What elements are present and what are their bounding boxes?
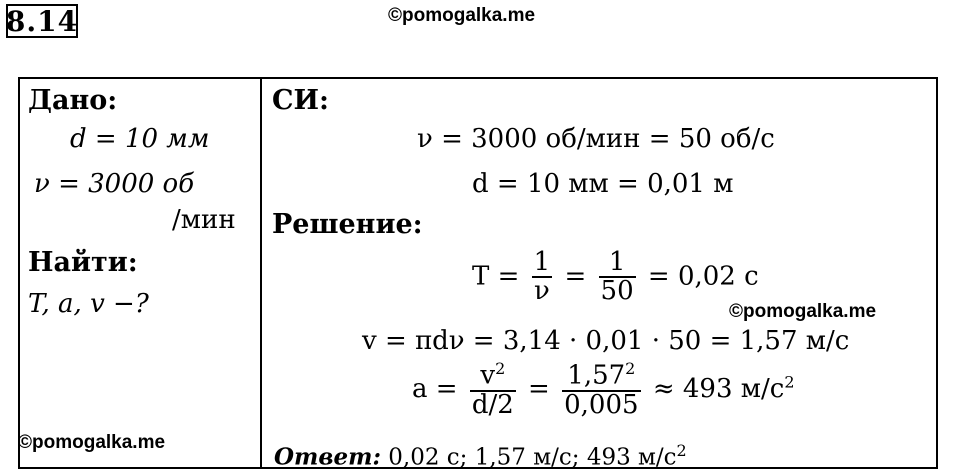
period-formula xyxy=(472,249,759,306)
accel-lhs: a = xyxy=(412,374,458,405)
problem-number: 8.14 xyxy=(5,4,79,38)
given-nu-part1: ν = 3000 об xyxy=(34,169,195,199)
exponent: 2 xyxy=(495,359,506,378)
answer-line xyxy=(274,441,687,471)
watermark-bottom: ©pomogalka.me xyxy=(18,432,166,453)
given-column xyxy=(20,79,260,467)
acceleration-formula xyxy=(412,361,795,419)
given-nu-part2: /мин xyxy=(172,205,236,235)
numerator-base: 1,57 xyxy=(567,360,626,391)
equals-sign: = xyxy=(564,261,587,292)
watermark-middle: ©pomogalka.me xyxy=(729,301,877,322)
fraction-numerator: 1 xyxy=(533,247,551,277)
fraction-numerator xyxy=(478,361,507,390)
equals-sign: = xyxy=(528,374,550,405)
fraction-denominator: d/2 xyxy=(471,389,514,420)
si-heading: СИ: xyxy=(272,85,329,116)
numerator-base: v xyxy=(480,360,496,391)
exponent: 2 xyxy=(625,359,636,378)
si-nu: ν = 3000 об/мин = 50 об/с xyxy=(417,124,775,154)
given-heading: Дано: xyxy=(28,85,118,116)
answer-text: 0,02 с; 1,57 м/с; 493 м/с xyxy=(380,444,677,471)
fraction-denominator: 0,005 xyxy=(564,389,639,420)
watermark-top: ©pomogalka.me xyxy=(388,5,536,26)
answer-exponent: 2 xyxy=(676,441,687,460)
fraction-157sq-over-0005 xyxy=(562,361,640,419)
fraction-numerator xyxy=(565,361,637,390)
accel-result: ≈ 493 м/с xyxy=(652,374,785,405)
si-solution-column xyxy=(262,79,936,471)
find-heading: Найти: xyxy=(28,247,138,278)
speed-formula: v = πdν = 3,14 · 0,01 · 50 = 1,57 м/с xyxy=(362,326,850,356)
fraction-numerator: 1 xyxy=(608,247,626,277)
solution-heading: Решение: xyxy=(272,209,423,240)
solution-table xyxy=(18,77,938,469)
find-line: T, a, v −? xyxy=(28,289,149,319)
fraction-1-over-nu xyxy=(532,249,553,306)
period-lhs: T = xyxy=(472,261,520,292)
given-d: d = 10 мм xyxy=(70,124,210,154)
exponent: 2 xyxy=(784,372,795,392)
fraction-denominator: ν xyxy=(534,276,550,307)
si-d: d = 10 мм = 0,01 м xyxy=(472,169,734,199)
answer-label: Ответ: xyxy=(274,443,381,471)
fraction-denominator: 50 xyxy=(600,276,634,307)
fraction-1-over-50 xyxy=(599,249,636,306)
fraction-v2-over-d2 xyxy=(470,361,516,419)
period-result: = 0,02 с xyxy=(647,261,759,292)
